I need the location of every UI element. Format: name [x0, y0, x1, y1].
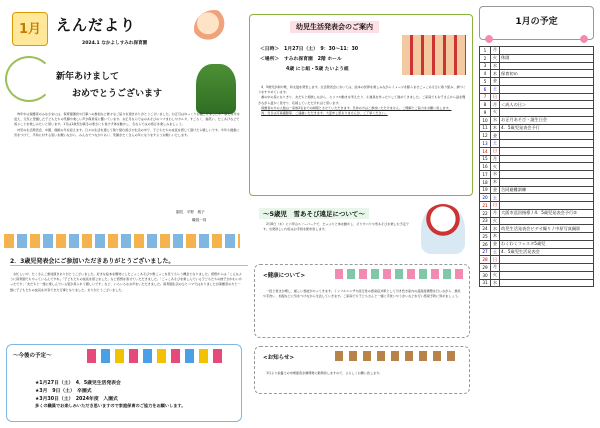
intro-paragraph-2: 幼児の生活発表会、卒園、進級の年を迎えます。日々の生活を通じて取り組む遊びや生活の中で、子どもたちの成長を感じて頂けたら嬉しいです。今年も健康に気をつけて、平和に対する思いを願いながら、みんなでつながりあい、笑顔がたくさんの年になりますようお願いいたします。	[14, 127, 240, 137]
calendar-day: 5	[480, 78, 491, 86]
calendar-day: 10	[480, 116, 491, 124]
calendar-weekday: 日	[491, 202, 500, 210]
calendar-day: 9	[480, 109, 491, 117]
flower-decoration-right	[576, 34, 592, 44]
calendar-event	[500, 93, 594, 101]
calendar-day: 13	[480, 140, 491, 148]
schedule-item-1: ★1月27日（土） 4．5歳児生活発表会	[35, 381, 121, 386]
calendar-event	[500, 194, 594, 202]
calendar-day: 27	[480, 248, 491, 256]
calendar-event	[500, 171, 594, 179]
greeting-line2: おめでとうございます	[72, 89, 163, 99]
calendar-event: 4．5歳児生活発表会	[500, 248, 594, 256]
schedule-item-3: ★3月30日（土） 2024年度 入園式	[35, 397, 118, 402]
calendar-day: 16	[480, 163, 491, 171]
calendar-event: お正月あそび・誕生日会	[500, 116, 594, 124]
thanks-body: お忙しい中、たくさんご参加頂きありがとうございました。好きな絵本を題材にしたごっこあそびや歌ごっこを見てもらう機会となりました。感想からは「こんなふうに保育園でもやっているんですね」「子どもたちの成長を感じました」など感想を寄せていただきました。「ごっこあそびを楽しんでいる子どもたちの様子がかわいかったです」「友だちと一緒に楽しんでいる姿が見られて嬉しいです」など、いろいろなお声をいただきました。保育園生活のひとコマではありましたが保護者の方と一緒に子どもたちの成長を共有できた行事となりました。ありがとうございました。	[10, 272, 242, 292]
calendar-event	[500, 147, 594, 155]
snow-trip-title: ～5歳児 雪あそび遠足について～	[259, 208, 369, 219]
calendar-event	[500, 178, 594, 186]
calendar-weekday: 水	[491, 116, 500, 124]
calendar-row	[480, 171, 594, 179]
calendar-row	[480, 248, 594, 256]
calendar-event: 大阪市巡回指導 / 4．5歳児発表会予行②	[500, 209, 594, 217]
calendar-row	[480, 147, 594, 155]
calendar-day: 11	[480, 124, 491, 132]
recital-body-3: 保護者の方の人数は一家族2名までの制限とさせていただきます。兄弟の方はご参加いただけません。ご理解とご協力をお願い致します。	[261, 105, 452, 110]
calendar-weekday: 日	[491, 147, 500, 155]
calendar-weekday: 水	[491, 279, 500, 287]
calendar-weekday: 月	[491, 101, 500, 109]
calendar-row	[480, 233, 594, 241]
animal-border	[4, 234, 240, 248]
calendar-weekday: 月	[491, 264, 500, 272]
calendar-title: 1月の予定	[515, 17, 558, 27]
calendar-weekday: 水	[491, 62, 500, 70]
schedule-title: ～今後の予定～	[13, 353, 52, 359]
pine-decoration	[196, 64, 236, 114]
calendar-weekday: 月	[491, 47, 500, 55]
calendar-row	[480, 47, 594, 55]
calendar-day: 14	[480, 147, 491, 155]
calendar-row	[480, 140, 594, 148]
calendar-row	[480, 93, 594, 101]
calendar-event	[500, 78, 594, 86]
calendar-day: 31	[480, 279, 491, 287]
calendar-weekday: 木	[491, 124, 500, 132]
calendar-event	[500, 233, 594, 241]
thanks-title: 2．3歳児発表会にご参加いただきありがとうございました。	[10, 256, 248, 266]
intro-paragraph-1: 昨年中は保護者のみなさまには、保育園運営や行事への参加など様々なご協力を頂きありがとうございました。お正月はゆっくりお過ごせましたか？新たな年を迎え、元気に登園した子どもたちの笑顔や楽しい声が保育室に響いています。お正月ならではのあそびのコマまわしやカルタ、すごろく、福笑い、たこあげなどで遊ぶことを楽しみたいと思います。1月は1歳児が真冬の寒さにも負けず体を動かし、冬ならではの遊びを楽しみましょう。	[14, 112, 240, 127]
calendar-day: 22	[480, 209, 491, 217]
notice-box	[254, 346, 470, 394]
snow-trip-box	[249, 200, 473, 258]
recital-title: 幼児生活発表会のご案内	[290, 21, 379, 33]
notice-title: <お知らせ>	[263, 355, 295, 361]
calendar-row	[480, 256, 594, 264]
calendar-row	[480, 85, 594, 93]
calendar-event: 幼児生活発表会ビデオ撮り / 中原写真撮影	[500, 225, 594, 233]
calendar-row	[480, 178, 594, 186]
calendar-event: ＜成人の日＞	[500, 101, 594, 109]
calendar-row	[480, 271, 594, 279]
recital-place: ＜場所＞ すみれ保育園 2階 ホール	[260, 57, 342, 62]
calendar-event	[500, 264, 594, 272]
calendar-weekday: 水	[491, 225, 500, 233]
calendar-event	[500, 85, 594, 93]
calendar-event: 4．5歳児発表会予行	[500, 124, 594, 132]
calendar-event: 合同避難訓練	[500, 186, 594, 194]
calendar-row	[480, 70, 594, 78]
calendar-day: 21	[480, 202, 491, 210]
leaf-decoration	[5, 56, 53, 102]
calendar-weekday: 土	[491, 85, 500, 93]
calendar-weekday: 日	[491, 93, 500, 101]
calendar-weekday: 金	[491, 132, 500, 140]
germ-decoration	[335, 269, 465, 279]
calendar-event: 休園	[500, 54, 594, 62]
calendar-weekday: 金	[491, 240, 500, 248]
calendar-day: 30	[480, 271, 491, 279]
performers-illustration	[402, 35, 466, 75]
calendar-weekday: 金	[491, 78, 500, 86]
newsletter-subtitle: 2024.1 なかよしすみれ保育園	[82, 41, 148, 46]
notice-body: 1月より栄養士の市場夏希が調理場に勤務致しますので、よろしくお願い致します。	[266, 371, 383, 375]
calendar-row	[480, 209, 594, 217]
schedule-box	[6, 344, 242, 422]
calendar-event	[500, 256, 594, 264]
calendar-row	[480, 194, 594, 202]
calendar-row	[480, 78, 594, 86]
calendar-day: 25	[480, 233, 491, 241]
calendar-weekday: 月	[491, 209, 500, 217]
snow-trip-body: 2月8日（木）に六甲山スノーパークで、たっぷりと体を動かし、そりすべりや雪あそびを楽しむ予定です。出発詳しい内容はお手紙を配布致します。	[263, 222, 409, 232]
greeting-line1: 新年あけまして	[56, 72, 120, 82]
calendar-day: 12	[480, 132, 491, 140]
flower-decoration-left	[481, 34, 497, 44]
calendar-weekday: 日	[491, 256, 500, 264]
recital-box	[249, 14, 473, 196]
calendar-row	[480, 155, 594, 163]
calendar-row	[480, 109, 594, 117]
calendar-event: わくわくフェスタ5歳児	[500, 240, 594, 248]
calendar-weekday: 火	[491, 54, 500, 62]
calendar-day: 17	[480, 171, 491, 179]
calendar-day: 23	[480, 217, 491, 225]
calendar-weekday: 月	[491, 155, 500, 163]
calendar-weekday: 火	[491, 271, 500, 279]
calendar-day: 3	[480, 62, 491, 70]
calendar-weekday: 木	[491, 178, 500, 186]
calendar-event	[500, 217, 594, 225]
family-illustration	[194, 10, 234, 48]
principal-signature: 園長 平野 桃子	[176, 210, 205, 214]
calendar-weekday: 水	[491, 171, 500, 179]
calendar-weekday: 火	[491, 163, 500, 171]
calendar-event	[500, 279, 594, 287]
calendar-row	[480, 217, 594, 225]
calendar-day: 20	[480, 194, 491, 202]
calendar-row	[480, 101, 594, 109]
recital-classes: 4歳 にじ組・5歳 たいよう組	[286, 67, 349, 72]
calendar-row	[480, 202, 594, 210]
calendar-row	[480, 225, 594, 233]
calendar-row	[480, 279, 594, 287]
calendar-event	[500, 109, 594, 117]
calendar-event	[500, 202, 594, 210]
health-body: 一段と寒さが増し、厳しい寒波がやってきます。インフルエンザや流行性の感染症対策として引き続き室内の温湿度調整を行いながら、換気や手洗い、加湿などに気をつけながら生活していきます。ご家庭でも子どもさんと一緒に手洗いやうがいなどを行い感染予防に努めましょう。	[263, 289, 461, 299]
calendar-weekday: 火	[491, 217, 500, 225]
calendar-day: 24	[480, 225, 491, 233]
calendar-row	[480, 54, 594, 62]
calendar-event	[500, 163, 594, 171]
calendar-day: 6	[480, 85, 491, 93]
calendar-weekday: 土	[491, 248, 500, 256]
calendar-row	[480, 264, 594, 272]
snowman-illustration	[421, 204, 465, 254]
calendar-weekday: 火	[491, 109, 500, 117]
recital-date: ＜日時＞ 1月27日（土） 9：30～11：30	[260, 47, 359, 52]
calendar-day: 15	[480, 155, 491, 163]
newsletter-title: えんだより	[56, 16, 137, 34]
recital-notice: 尚、当日は写真撮影等、ご遠慮いただきます。大変申し訳ありませんが、ご了承ください。	[261, 111, 388, 116]
calendar-day: 8	[480, 101, 491, 109]
calendar-weekday: 木	[491, 233, 500, 241]
staff-signature: 職員一同	[192, 218, 207, 222]
calendar-weekday: 土	[491, 140, 500, 148]
calendar-event	[500, 140, 594, 148]
calendar-row	[480, 124, 594, 132]
intro-text	[14, 112, 240, 138]
calendar-day: 7	[480, 93, 491, 101]
calendar-event	[500, 132, 594, 140]
logo-badge: 1月	[12, 12, 48, 46]
calendar-day: 18	[480, 178, 491, 186]
calendar-table	[479, 46, 594, 287]
calendar-row	[480, 62, 594, 70]
calendar-row	[480, 132, 594, 140]
calendar-day: 19	[480, 186, 491, 194]
calendar-event	[500, 47, 594, 55]
calendar-day: 29	[480, 264, 491, 272]
cooking-decoration	[335, 351, 455, 361]
calendar-event	[500, 271, 594, 279]
calendar-event	[500, 155, 594, 163]
schedule-note: 多くの職員でお楽しみいただき思いますので家庭保育のご協力をお願いします。	[35, 403, 186, 408]
health-title: <健康について>	[263, 273, 306, 279]
calendar-day: 26	[480, 240, 491, 248]
calendar-row	[480, 116, 594, 124]
calendar-row	[480, 186, 594, 194]
calendar-day: 2	[480, 54, 491, 62]
calendar-weekday: 土	[491, 194, 500, 202]
schedule-item-2: ★3月 9日（土） 卒園式	[35, 389, 92, 394]
calendar-row	[480, 163, 594, 171]
calendar-weekday: 金	[491, 186, 500, 194]
recital-text	[258, 85, 466, 116]
calendar-event: 保育初め	[500, 70, 594, 78]
calendar-day: 4	[480, 70, 491, 78]
calendar-event	[500, 62, 594, 70]
calendar-day: 28	[480, 256, 491, 264]
recital-body-2: 劇の中の役になりきり、友だちと相談しながら、セリフや動きを考えたり、小道具を作ったりして進めてきました。ご家庭でもお子さんから話を聞きながら温かく見守り、応援していただければと思います。	[258, 95, 466, 105]
balloon-decoration	[87, 349, 227, 363]
calendar-weekday: 木	[491, 70, 500, 78]
calendar-day: 1	[480, 47, 491, 55]
calendar-row	[480, 240, 594, 248]
health-box	[254, 264, 470, 338]
recital-body: 4．5歳児が劇や歌、和太鼓を発表します。生活発表会においては、絵本の世界を楽しみながらイメージを膨らませごっこあそびに取り組み、劇づくりをすすめています。	[258, 85, 466, 95]
